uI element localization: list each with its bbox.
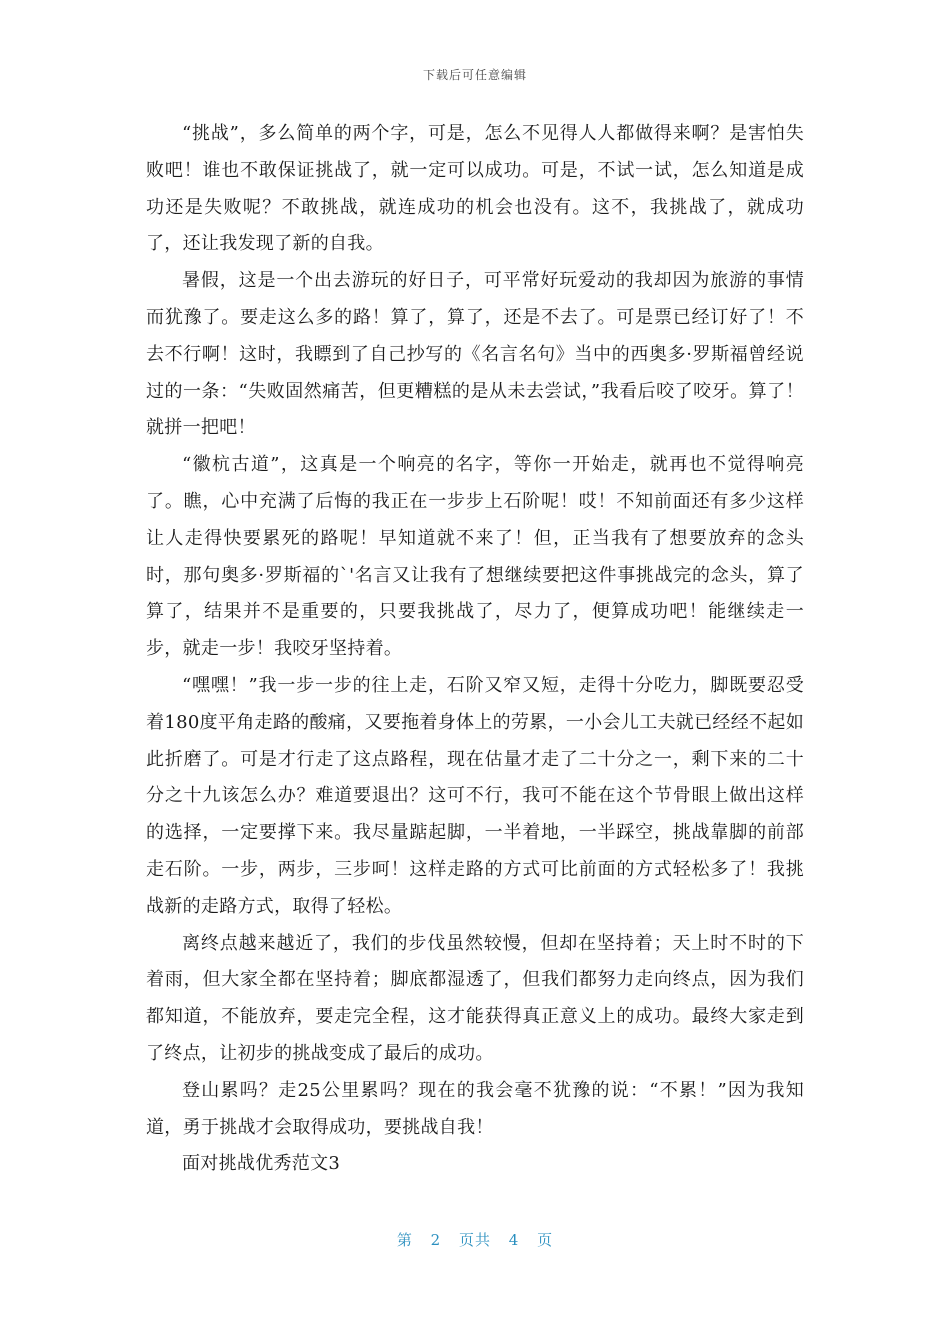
paragraph-1: “挑战”，多么简单的两个字，可是，怎么不见得人人都做得来啊？是害怕失败吧！谁也不敢保证挑战了，就一定可以成功。可是，不试一试，怎么知道是成功还是失败呢？不敢挑战，就连成功的机会也没有。这不，我挑战了，就成功了，还让我发现了新的自我。 [146, 123, 804, 255]
paragraph-4: “嘿嘿！”我一步一步的往上走，石阶又窄又短，走得十分吃力，脚既要忍受着180度平角走路的酸痛，又要拖着身体上的劳累，一小会儿工夫就已经经不起如此折磨了。可是才行走了这点路程，现在估量才走了二十分之一，剩下来的二十分之十九该怎么办？难道要退出？这可不行，我可不能在这个节骨眼上做出这样的选择，一定要撑下来。我尽量踮起脚，一半着地，一半踩空，挑战靠脚的前部走石阶。一步，两步，三步呵！这样走路的方式可比前面的方式轻松多了！我挑战新的走路方式，取得了轻松。 [146, 674, 804, 917]
paragraph-2: 暑假，这是一个出去游玩的好日子，可平常好玩爱动的我却因为旅游的事情而犹豫了。要走这么多的路！算了，算了，还是不去了。可是票已经订好了！不去不行啊！这时，我瞟到了自己抄写的《名言名句》当中的西奥多·罗斯福曾经说过的一条：“失败固然痛苦，但更糟糕的是从未去尝试，”我看后咬了咬牙。算了！就拼一把吧！ [146, 270, 804, 439]
section-heading: 面对挑战优秀范文3 [182, 1153, 341, 1175]
document-body [146, 116, 804, 1183]
paragraph-5: 离终点越来越近了，我们的步伐虽然较慢，但却在坚持着；天上时不时的下着雨，但大家全都在坚持着；脚底都湿透了，但我们都努力走向终点，因为我们都知道，不能放弃，要走完全程，这才能获得真正意义上的成功。最终大家走到了终点，让初步的挑战变成了最后的成功。 [146, 932, 804, 1064]
header-note: 下载后可任意编辑 [422, 68, 527, 82]
page-number-footer: 第 2 页共 4 页 [396, 1231, 554, 1249]
paragraph-6: 登山累吗？走25公里累吗？现在的我会毫不犹豫的说：“不累！”因为我知道，勇于挑战才会取得成功，要挑战自我！ [146, 1079, 804, 1138]
paragraph-3: “徽杭古道”，这真是一个响亮的名字，等你一开始走，就再也不觉得响亮了。瞧，心中充满了后悔的我正在一步步上石阶呢！哎！不知前面还有多少这样让人走得快要累死的路呢！早知道就不来了！但，正当我有了想要放弃的念头时，那句奥多·罗斯福的`'名言又让我有了想继续要把这件事挑战完的念头，算了算了，结果并不是重要的，只要我挑战了，尽力了，便算成功吧！能继续走一步，就走一步！我咬牙坚持着。 [146, 454, 804, 660]
